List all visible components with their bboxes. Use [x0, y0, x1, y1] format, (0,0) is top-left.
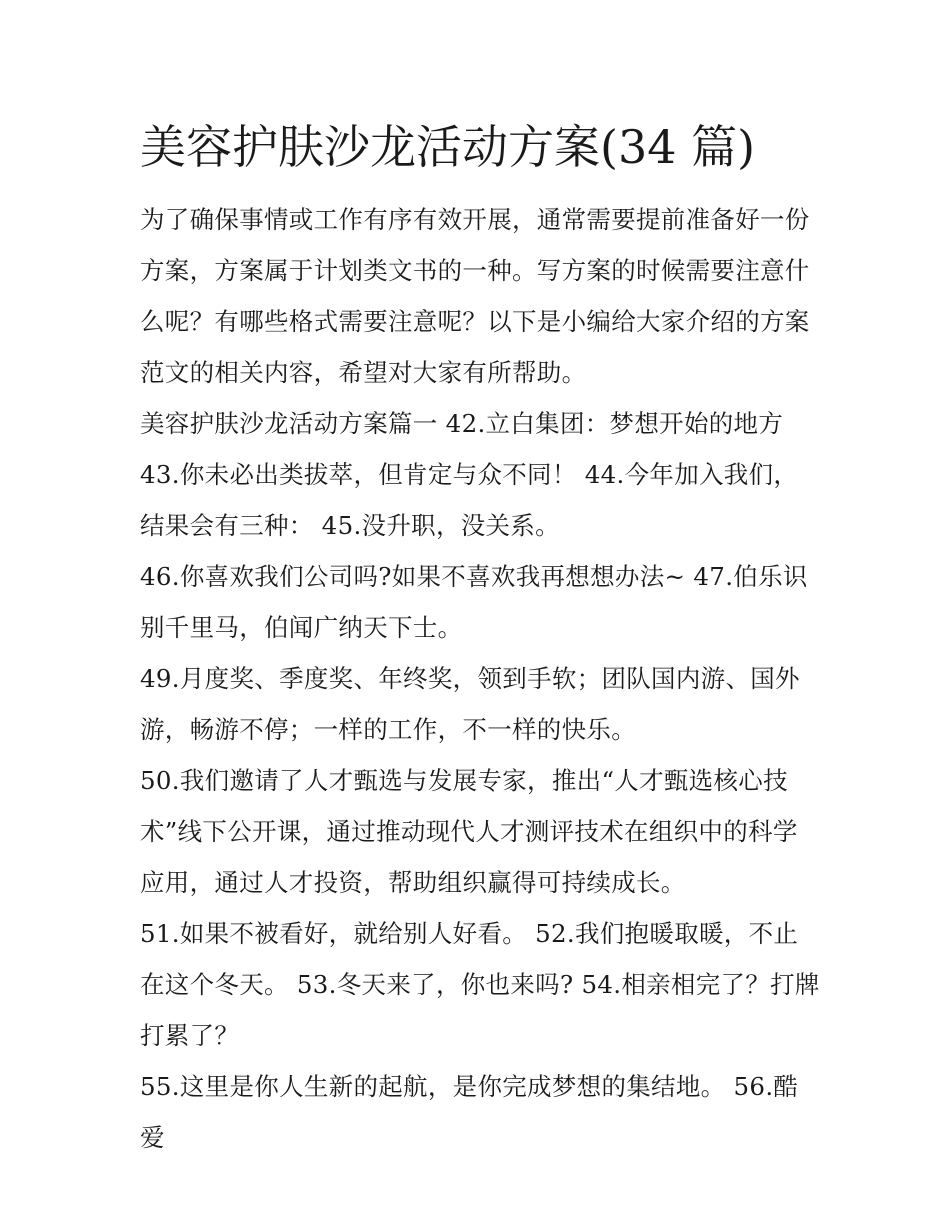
paragraph-intro: 为了确保事情或工作有序有效开展，通常需要提前准备好一份方案，方案属于计划类文书的一种。写方案的时候需要注意什么呢？有哪些格式需要注意呢？以下是小编给大家介绍的方案范文的相关内容，希望对大家有所帮助。 — [140, 205, 810, 387]
paragraph-slogans-51-54: 51.如果不被看好，就给别人好看。 52.我们抱暖取暖，不止在这个冬天。 53.冬天来了，你也来吗? 54.相亲相完了？打牌打累了？ — [140, 919, 820, 1050]
paragraph-slogans-42-45: 美容护肤沙龙活动方案篇一 42.立白集团：梦想开始的地方 43.你未必出类拔萃，但肯定与众不同！ 44.今年加入我们，结果会有三种： 45.没升职，没关系。 — [140, 409, 799, 540]
document-title: 美容护肤沙龙活动方案(34 篇) — [140, 120, 756, 174]
paragraph-slogan-50: 50.我们邀请了人才甄选与发展专家，推出“人才甄选核心技术”线下公开课，通过推动现代人才测评技术在组织中的科学应用，通过人才投资，帮助组织赢得可持续成长。 — [140, 766, 798, 897]
document-page — [140, 112, 820, 1163]
paragraph-slogans-46-47: 46.你喜欢我们公司吗?如果不喜欢我再想想办法~ 47.伯乐识别千里马，伯闻广纳天下士。 — [140, 562, 808, 642]
paragraph-slogan-49: 49.月度奖、季度奖、年终奖，领到手软；团队国内游、国外游，畅游不停；一样的工作，不一样的快乐。 — [140, 664, 800, 744]
paragraph-slogans-55-56: 55.这里是你人生新的起航，是你完成梦想的集结地。 56.酷爱 — [140, 1072, 799, 1152]
